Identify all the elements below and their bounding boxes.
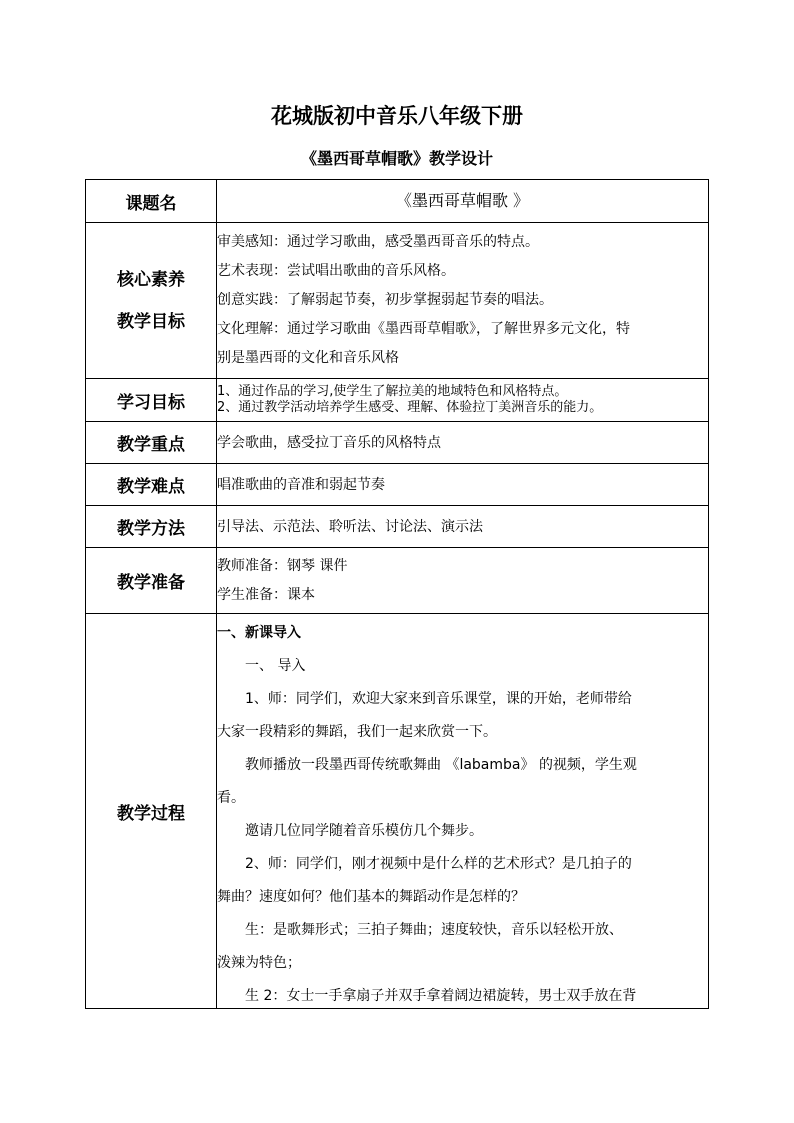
process-label: 教学过程 [86,614,217,1009]
topic-value: 《墨西哥草帽歌 》 [217,180,709,223]
paragraph-line: 生：是歌舞形式；三拍子舞曲；速度较快，音乐以轻松开放、 [245,922,623,938]
teacher-prep: 教师准备：钢琴 课件 [217,557,348,574]
goals-label: 学习目标 [86,379,217,422]
page-subtitle: 《墨西哥草帽歌》教学设计 [300,149,493,168]
core-label [86,223,217,379]
difficulties-row [86,464,709,506]
sub-heading: 一、 导入 [245,658,306,674]
core-line: 文化理解：通过学习歌曲《墨西哥草帽歌》，了解世界多元文化，特 [217,321,630,337]
lesson-plan-table [85,179,709,1009]
core-label-line2: 教学目标 [117,311,185,332]
topic-label: 课题名 [86,180,217,223]
paragraph-line: 生 2：女士一手拿扇子并双手拿着阔边裙旋转，男士双手放在背 [245,988,637,1004]
core-line: 创意实践：了解弱起节奏，初步掌握弱起节奏的唱法。 [217,292,553,308]
core-value [217,223,709,379]
preparation-row [86,548,709,614]
goal-line: 1、通过作品的学习,使学生了解拉美的地域特色和风格特点。 [217,384,568,399]
paragraph-line: 教师播放一段墨西哥传统歌舞曲 《labamba》 的视频，学生观 [245,757,637,773]
difficulties-label: 教学难点 [86,464,217,506]
key-points-row [86,422,709,464]
student-prep: 学生准备：课本 [217,586,315,603]
core-label-line1: 核心素养 [117,269,185,290]
core-row [86,223,709,379]
core-line: 艺术表现：尝试唱出歌曲的音乐风格。 [217,263,455,279]
topic-row [86,180,709,223]
key-points-label: 教学重点 [86,422,217,464]
process-value [217,614,709,1009]
paragraph-line: 泼辣为特色； [217,955,301,971]
methods-value: 引导法、示范法、聆听法、讨论法、演示法 [217,506,709,548]
methods-row [86,506,709,548]
goal-line: 2、通过教学活动培养学生感受、理解、体验拉丁美洲音乐的能力。 [217,400,603,415]
paragraph-line: 邀请几位同学随着音乐模仿几个舞步。 [245,823,483,839]
section-heading: 一、新课导入 [217,625,301,641]
core-line: 审美感知：通过学习歌曲，感受墨西哥音乐的特点。 [217,234,539,250]
preparation-label: 教学准备 [86,548,217,614]
goals-row [86,379,709,422]
goals-value [217,379,709,422]
paragraph-line: 1、师：同学们，欢迎大家来到音乐课堂，课的开始，老师带给 [245,691,632,707]
paragraph-line: 2、师：同学们，刚才视频中是什么样的艺术形式？是几拍子的 [245,856,632,872]
key-points-value: 学会歌曲，感受拉丁音乐的风格特点 [217,422,709,464]
page-title: 花城版初中音乐八年级下册 [271,103,523,128]
core-line: 别是墨西哥的文化和音乐风格 [217,350,399,366]
process-row [86,614,709,1009]
methods-label: 教学方法 [86,506,217,548]
paragraph-line: 大家一段精彩的舞蹈，我们一起来欣赏一下。 [217,724,497,740]
difficulties-value: 唱准歌曲的音准和弱起节奏 [217,464,709,506]
paragraph-line: 看。 [217,790,245,806]
paragraph-line: 舞曲？速度如何？他们基本的舞蹈动作是怎样的？ [217,889,525,905]
preparation-value [217,548,709,614]
